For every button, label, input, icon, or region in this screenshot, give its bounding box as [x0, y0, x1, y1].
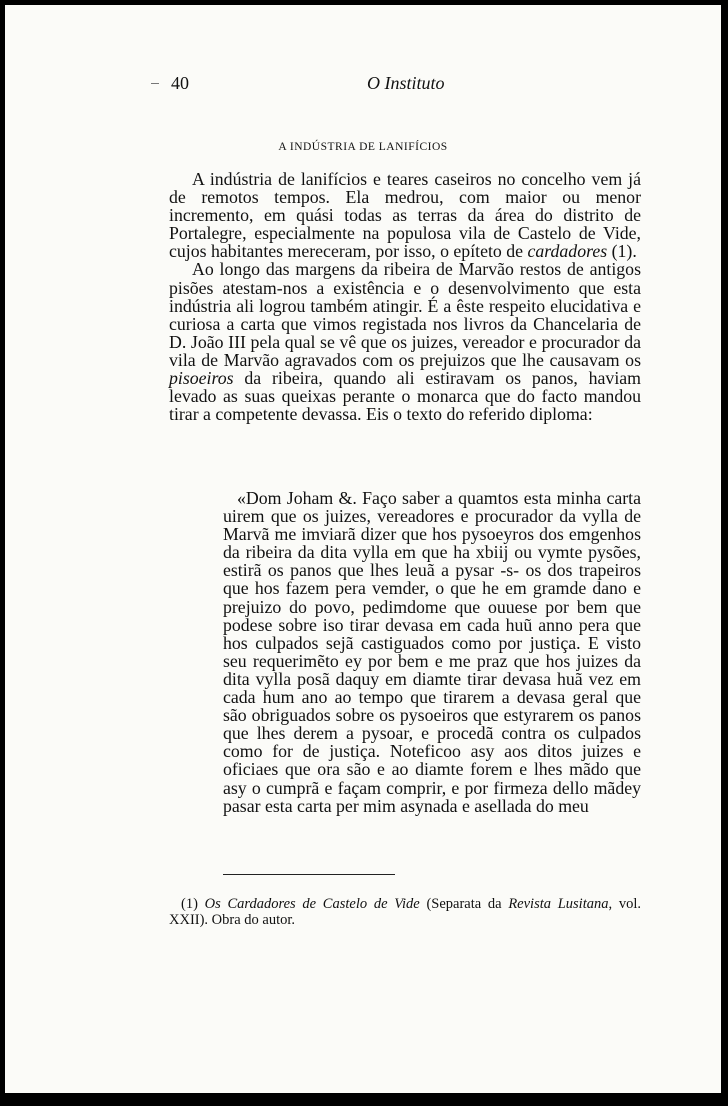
footnote-marker: (1): [181, 896, 198, 912]
paragraph-2-text-b: da ribeira, quando ali estiravam os panos, haviam levado as suas queixas perante o monarca que do facto mandou tirar a competente devassa. Eis o texto do referido diploma:: [169, 368, 641, 425]
footnote-work-title: Os Cardadores de Castelo de Vide: [204, 896, 420, 912]
paragraph-2: [169, 260, 641, 423]
paragraph-2-italic: pisoeiros: [169, 368, 234, 389]
paragraph-1-text: A indústria de lanifícios e teares caseiros no concelho vem já de remotos tempos. Ela medrou, com maior ou menor incremento, em quási todas as terras da área do distrito de Portalegre, especialmente na populosa vila de Castelo de Vide, cujos habitantes mereceram, por isso, o epíteto de: [169, 169, 641, 262]
margin-mark: [151, 83, 159, 84]
footnote-text-b: (Separata da: [419, 896, 509, 912]
paragraph-2-text-a: Ao longo das margens da ribeira de Marvão restos de antigos pisões atestam-nos a existência e o desenvolvimento que esta indústria ali logrou também atingir. É a êste respeito elucidativa e curiosa a carta que vimos registada nos livros da Chancelaria de D. João III pela qual se vê que os juizes, vereador e procurador da vila de Marvão agravados com os prejuizos que lhe causavam os: [169, 259, 641, 370]
footnote-reference: (1).: [607, 241, 637, 262]
footnote-journal-title: Revista Lusitana: [508, 896, 609, 912]
footnote-divider: [223, 874, 395, 875]
document-page: [5, 5, 721, 1093]
body-text: [169, 170, 641, 423]
paragraph-1-italic: cardadores: [527, 241, 608, 262]
section-title: A INDÚSTRIA DE LANIFÍCIOS: [278, 141, 448, 153]
page-number: 40: [171, 73, 189, 93]
footnote-text-d: , vol. XXII). Obra do autor.: [169, 896, 641, 928]
quoted-charter: [223, 489, 641, 815]
quote-text: «Dom Joham &. Faço saber a quamtos esta minha carta uirem que os juizes, vereadores e procurador da vylla de Marvã me imviarã dizer que hos pysoeyros dos emgenhos da ribeira da dita vylla em que ha xbiij ou vymte pysões, estirã os panos que lhes leuã a pysar -s- os dos trapeiros que hos fazem pera vemder, o que he em gramde dano e prejuizo do povo, pedimdome que ouuese por bem que podese sobre iso tirar devasa em cada huũ anno pera que hos culpados sejã castiguados como por justiça. E visto seu requerimẽto ey por bem e me praz que hos juizes da dita vylla posã daquy em diamte tirar devasa huã vez em cada hum ano ao tempo que tirarem a devasa geral que são obriguados sobre os pysoeiros que estyrarem os panos que lhes derem a pysoar, e procedã contra os culpados como for de justiça. Noteficoo asy aos ditos juizes e oficiaes que ora são e ao diamte forem e lhes mãdo que asy o cumprã e façam comprir, e por firmeza dello mãdey pasar esta carta per mim asynada e asellada do meu: [223, 488, 641, 816]
footnote: [169, 896, 641, 928]
running-head: [5, 73, 721, 97]
paragraph-1: [169, 170, 641, 260]
running-title: O Instituto: [367, 73, 445, 93]
